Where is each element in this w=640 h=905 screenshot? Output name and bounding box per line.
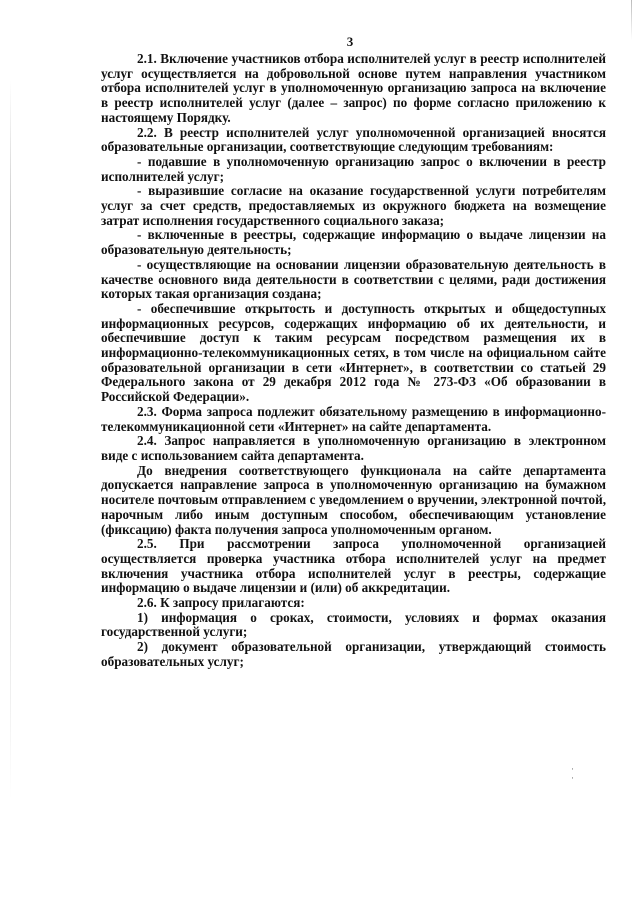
paragraph-2-1: 2.1. Включение участников отбора исполнителей услуг в реестр исполнителей услуг осуществляется на добровольной основе путем направления участником отбора исполнителей услуг в уполномоченную организацию запроса на включение в реестр исполнителей услуг (далее – запрос) по форме согласно приложению к настоящему Порядку. — [101, 51, 606, 125]
requirement-item: - осуществляющие на основании лицензии образовательную деятельность в качестве основного вида деятельности в соответствии с целями, ради достижения которых такая организация создана; — [101, 256, 606, 302]
paragraph-2-4: 2.4. Запрос направляется в уполномоченную организацию в электронном виде с использованием сайта департамента. — [101, 433, 606, 463]
paragraph-2-5: 2.5. При рассмотрении запроса уполномоченной организацией осуществляется проверка участника отбора исполнителей услуг на предмет включения участника отбора исполнителей услуг в реестры, содержащие информацию о выдаче лицензии и (или) об аккредитации. — [101, 536, 606, 596]
requirement-item: - включенные в реестры, содержащие информацию о выдаче лицензии на образовательную деятельность; — [101, 227, 606, 258]
paragraph-2-2: 2.2. В реестр исполнителей услуг уполномоченной организацией вносятся образовательные организации, соответствующие следующим требованиям: — [101, 124, 606, 155]
page-number: 3 — [346, 34, 354, 49]
scan-artifact-dots: · · — [571, 764, 574, 783]
paragraph-2-3: 2.3. Форма запроса подлежит обязательному размещению в информационно-телекоммуникационной сети «Интернет» на сайте департамента. — [101, 403, 606, 434]
requirement-item: - подавшие в уполномоченную организацию запрос о включении в реестр исполнителей услуг; — [101, 153, 606, 184]
paragraph-2-6: 2.6. К запросу прилагаются: — [137, 595, 305, 611]
scan-edge-left — [10, 80, 11, 800]
requirement-item: - обеспечившие открытость и доступность открытых и общедоступных информационных ресурсов, содержащих информацию об их деятельности, и обеспечившие доступ к таким ресурсам посредством размещения их в информационно-телекоммуникационных сетях, в том числе на официальном сайте образовательной организации в сети «Интернет», в соответствии со статьей 29 Федерального закона от 29 декабря 2012 года № 273-ФЗ «Об образовании в Российской Федерации». — [101, 300, 606, 405]
document-body — [101, 52, 606, 670]
attachment-item: 2) документ образовательной организации, утверждающий стоимость образовательных услуг; — [101, 639, 606, 669]
attachment-item: 1) информация о сроках, стоимости, условиях и формах оказания государственной услуги; — [101, 609, 606, 640]
paragraph-2-4-continued: До внедрения соответствующего функционала на сайте департамента допускается направление запроса в уполномоченную организацию на бумажном носителе почтовым отправлением с уведомлением о вручении, электронной почтой, нарочным либо иным доступным способом, обеспечивающим установление (фиксацию) факта получения запроса уполномоченным органом. — [101, 462, 606, 537]
requirement-item: - выразившие согласие на оказание государственной услуги потребителям услуг за счет средств, предоставляемых из окружного бюджета на возмещение затрат исполнения государственного социального заказа; — [101, 183, 606, 228]
